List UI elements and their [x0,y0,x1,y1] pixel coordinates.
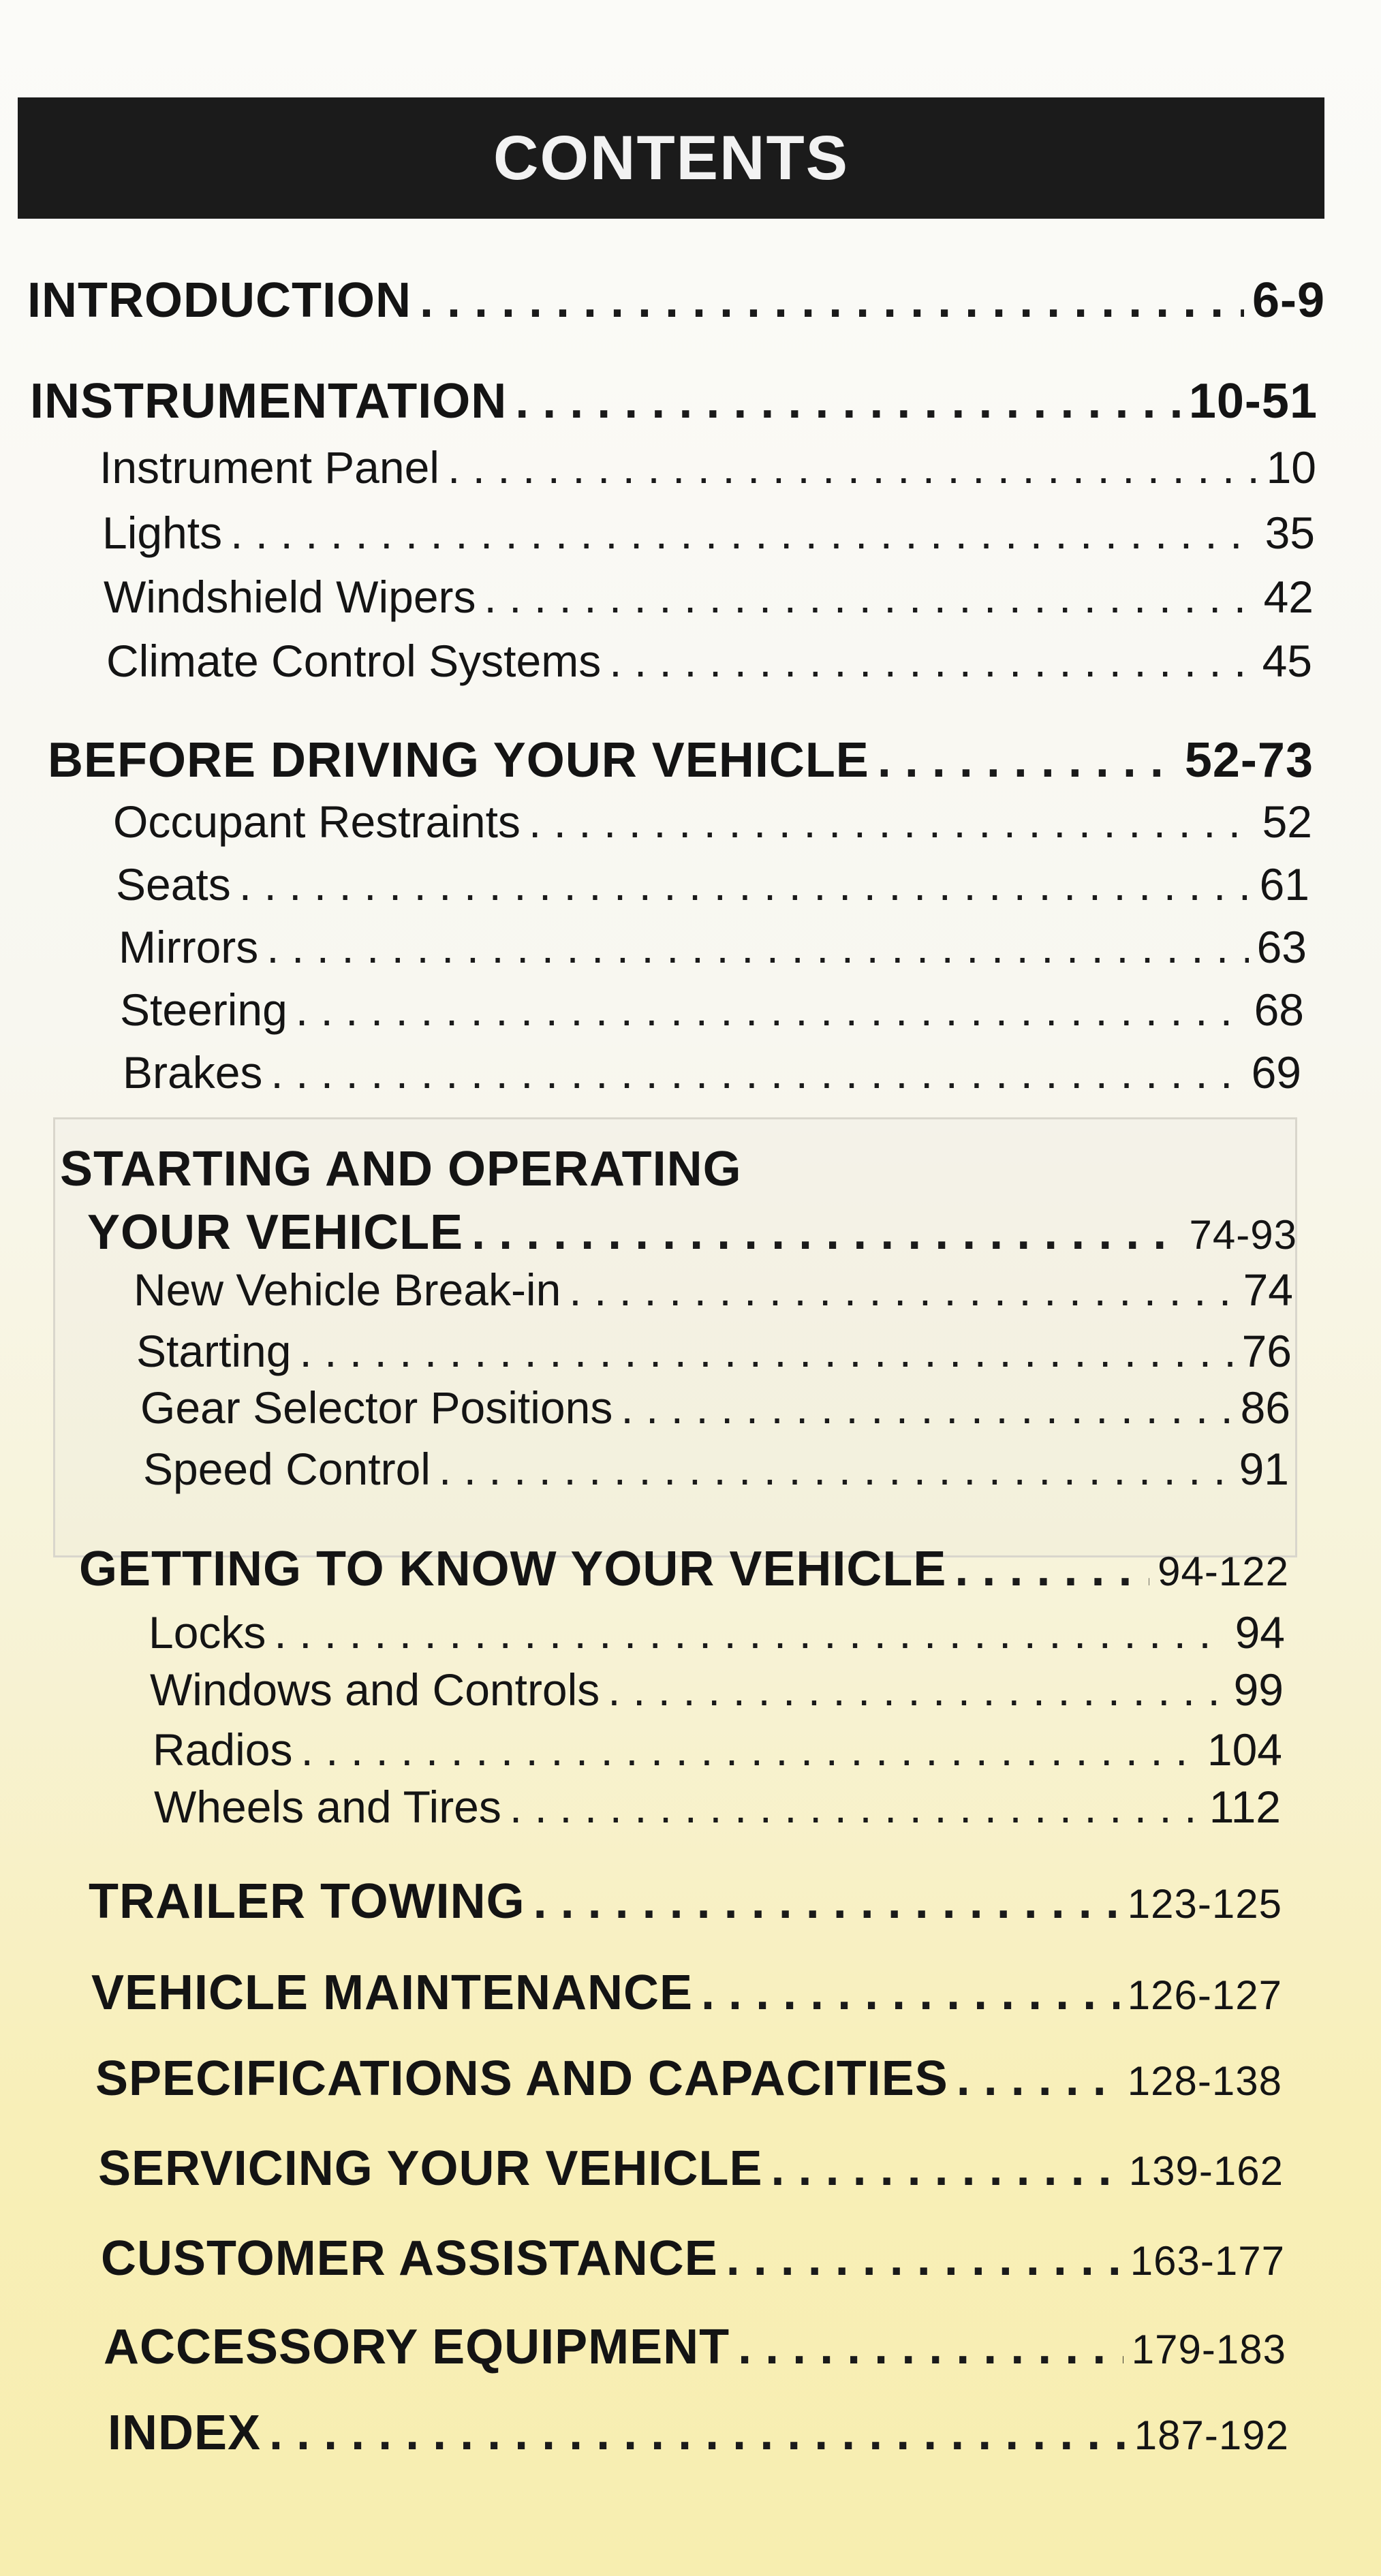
toc-page-range: 139-162 [1128,2148,1284,2194]
toc-subentry[interactable] [123,1046,1301,1098]
toc-subentry-label: Locks [149,1607,266,1658]
toc-subentry[interactable] [116,858,1309,910]
toc-subentry[interactable] [134,1264,1293,1316]
dot-leader [701,1965,1119,2021]
toc-subentry-label: Instrument Panel [99,442,439,493]
toc-page-range: 187-192 [1134,2412,1289,2458]
dot-leader [726,2231,1122,2286]
toc-entry-index[interactable] [108,2405,1289,2461]
toc-page-number: 10 [1266,442,1316,493]
toc-entry-starting-operating[interactable] [87,1205,1297,1260]
dot-leader [484,571,1256,623]
dot-leader [239,858,1252,910]
dot-leader [300,1724,1198,1775]
toc-subentry-label: Brakes [123,1047,263,1098]
toc-subentry[interactable] [106,635,1312,687]
dot-leader [448,441,1258,493]
toc-subentry-label: Windshield Wipers [104,572,476,622]
toc-page-number: 91 [1239,1444,1289,1494]
toc-entry-label: ACCESSORY EQUIPMENT [104,2320,730,2374]
dot-leader [420,273,1244,328]
dot-leader [274,1607,1226,1658]
dot-leader [771,2141,1121,2197]
toc-page-number: 63 [1256,922,1307,972]
toc-page-number: 104 [1207,1724,1282,1775]
toc-entry-instrumentation[interactable] [30,373,1318,429]
toc-entry-label: TRAILER TOWING [89,1874,525,1929]
toc-entry-introduction[interactable] [27,273,1325,328]
toc-page-number: 68 [1254,984,1304,1035]
toc-subentry-label: Lights [102,508,223,558]
toc-entry-starting-line1[interactable] [60,1141,742,1197]
toc-entry-label: INDEX [108,2406,262,2460]
toc-page-number: 42 [1263,572,1314,622]
dot-leader [533,1874,1119,1929]
toc-entry-label: GETTING TO KNOW YOUR VEHICLE [79,1542,947,1596]
toc-page-number: 86 [1240,1382,1290,1433]
toc-entry-label: STARTING AND OPERATING [60,1142,742,1196]
toc-subentry[interactable] [153,1724,1282,1775]
toc-page-range: 163-177 [1130,2238,1285,2284]
toc-subentry[interactable] [119,921,1307,973]
toc-subentry[interactable] [99,441,1316,493]
toc-page-range: 123-125 [1127,1881,1282,1927]
toc-subentry[interactable] [149,1607,1285,1658]
toc-subentry[interactable] [120,984,1304,1036]
toc-page-number: 99 [1233,1664,1284,1715]
toc-page-number: 76 [1241,1326,1292,1376]
toc-page-number: 35 [1264,508,1315,558]
toc-entry-label: CUSTOMER ASSISTANCE [101,2231,718,2286]
dot-leader [510,1781,1201,1833]
toc-subentry-label: Starting [136,1326,292,1376]
dot-leader [955,1541,1149,1597]
toc-entry-vehicle-maintenance[interactable] [91,1965,1282,2021]
toc-page-number: 45 [1262,636,1312,686]
toc-entry-label: SPECIFICATIONS AND CAPACITIES [95,2051,948,2106]
toc-subentry[interactable] [102,507,1315,559]
toc-page-number: 112 [1209,1782,1281,1832]
toc-entry-customer-assistance[interactable] [101,2231,1285,2286]
dot-leader [296,984,1246,1036]
toc-subentry-label: Mirrors [119,922,259,972]
toc-subentry-label: Occupant Restraints [113,796,521,847]
toc-subentry[interactable] [113,796,1312,848]
dot-leader [738,2319,1123,2375]
dot-leader [471,1205,1181,1260]
dot-leader [270,1046,1243,1098]
dot-leader [266,921,1248,973]
toc-page-number: 61 [1259,859,1309,910]
toc-subentry-label: Gear Selector Positions [140,1382,613,1433]
toc-page-number: 69 [1251,1047,1301,1098]
toc-subentry[interactable] [154,1781,1281,1833]
toc-page-range: 52-73 [1184,733,1314,788]
toc-subentry-label: Radios [153,1724,293,1775]
toc-subentry[interactable] [140,1382,1290,1433]
toc-page-number: 52 [1262,796,1312,847]
dot-leader [569,1264,1235,1316]
dot-leader [269,2405,1126,2461]
toc-entry-trailer-towing[interactable] [89,1874,1282,1929]
page-title: CONTENTS [493,123,849,193]
dot-leader [515,373,1181,429]
toc-subentry[interactable] [150,1664,1284,1716]
toc-subentry[interactable] [104,571,1314,623]
dot-leader [230,507,1256,559]
toc-page-range: 128-138 [1127,2058,1282,2104]
toc-entry-label: INTRODUCTION [27,273,412,328]
toc-entry-servicing[interactable] [98,2141,1284,2197]
toc-entry-label: BEFORE DRIVING YOUR VEHICLE [48,733,869,788]
toc-entry-label: YOUR VEHICLE [87,1205,464,1260]
toc-subentry-label: Climate Control Systems [106,636,602,686]
contents-header-bar [18,97,1324,219]
dot-leader [957,2051,1119,2107]
toc-subentry-label: Steering [120,984,288,1035]
toc-page-range: 179-183 [1131,2327,1286,2372]
toc-entry-getting-to-know[interactable] [79,1541,1289,1597]
toc-page-range: 94-122 [1158,1549,1289,1594]
dot-leader [529,796,1254,848]
toc-entry-before-driving[interactable] [48,732,1314,788]
toc-subentry-label: Seats [116,859,231,910]
toc-page-number: 94 [1235,1607,1285,1658]
toc-entry-label: VEHICLE MAINTENANCE [91,1966,694,2020]
toc-subentry-label: Speed Control [143,1444,431,1494]
toc-entry-accessory-equipment[interactable] [104,2319,1286,2375]
toc-subentry[interactable] [136,1325,1292,1377]
toc-page-number: 74 [1243,1264,1293,1315]
toc-subentry-label: New Vehicle Break-in [134,1264,561,1315]
toc-subentry-label: Windows and Controls [150,1664,600,1715]
toc-page-range: 74-93 [1189,1212,1297,1258]
dot-leader [299,1325,1233,1377]
toc-entry-specifications[interactable] [95,2051,1282,2107]
toc-entry-label: INSTRUMENTATION [30,374,508,429]
dot-leader [609,635,1254,687]
toc-subentry-label: Wheels and Tires [154,1782,501,1832]
toc-page-range: 6-9 [1252,273,1325,328]
dot-leader [621,1382,1232,1433]
toc-page-range: 10-51 [1188,374,1318,429]
toc-entry-label: SERVICING YOUR VEHICLE [98,2141,763,2196]
toc-subentry[interactable] [143,1443,1289,1495]
dot-leader [878,732,1177,788]
dot-leader [608,1664,1225,1716]
toc-page-range: 126-127 [1127,1972,1282,2018]
dot-leader [439,1443,1231,1495]
